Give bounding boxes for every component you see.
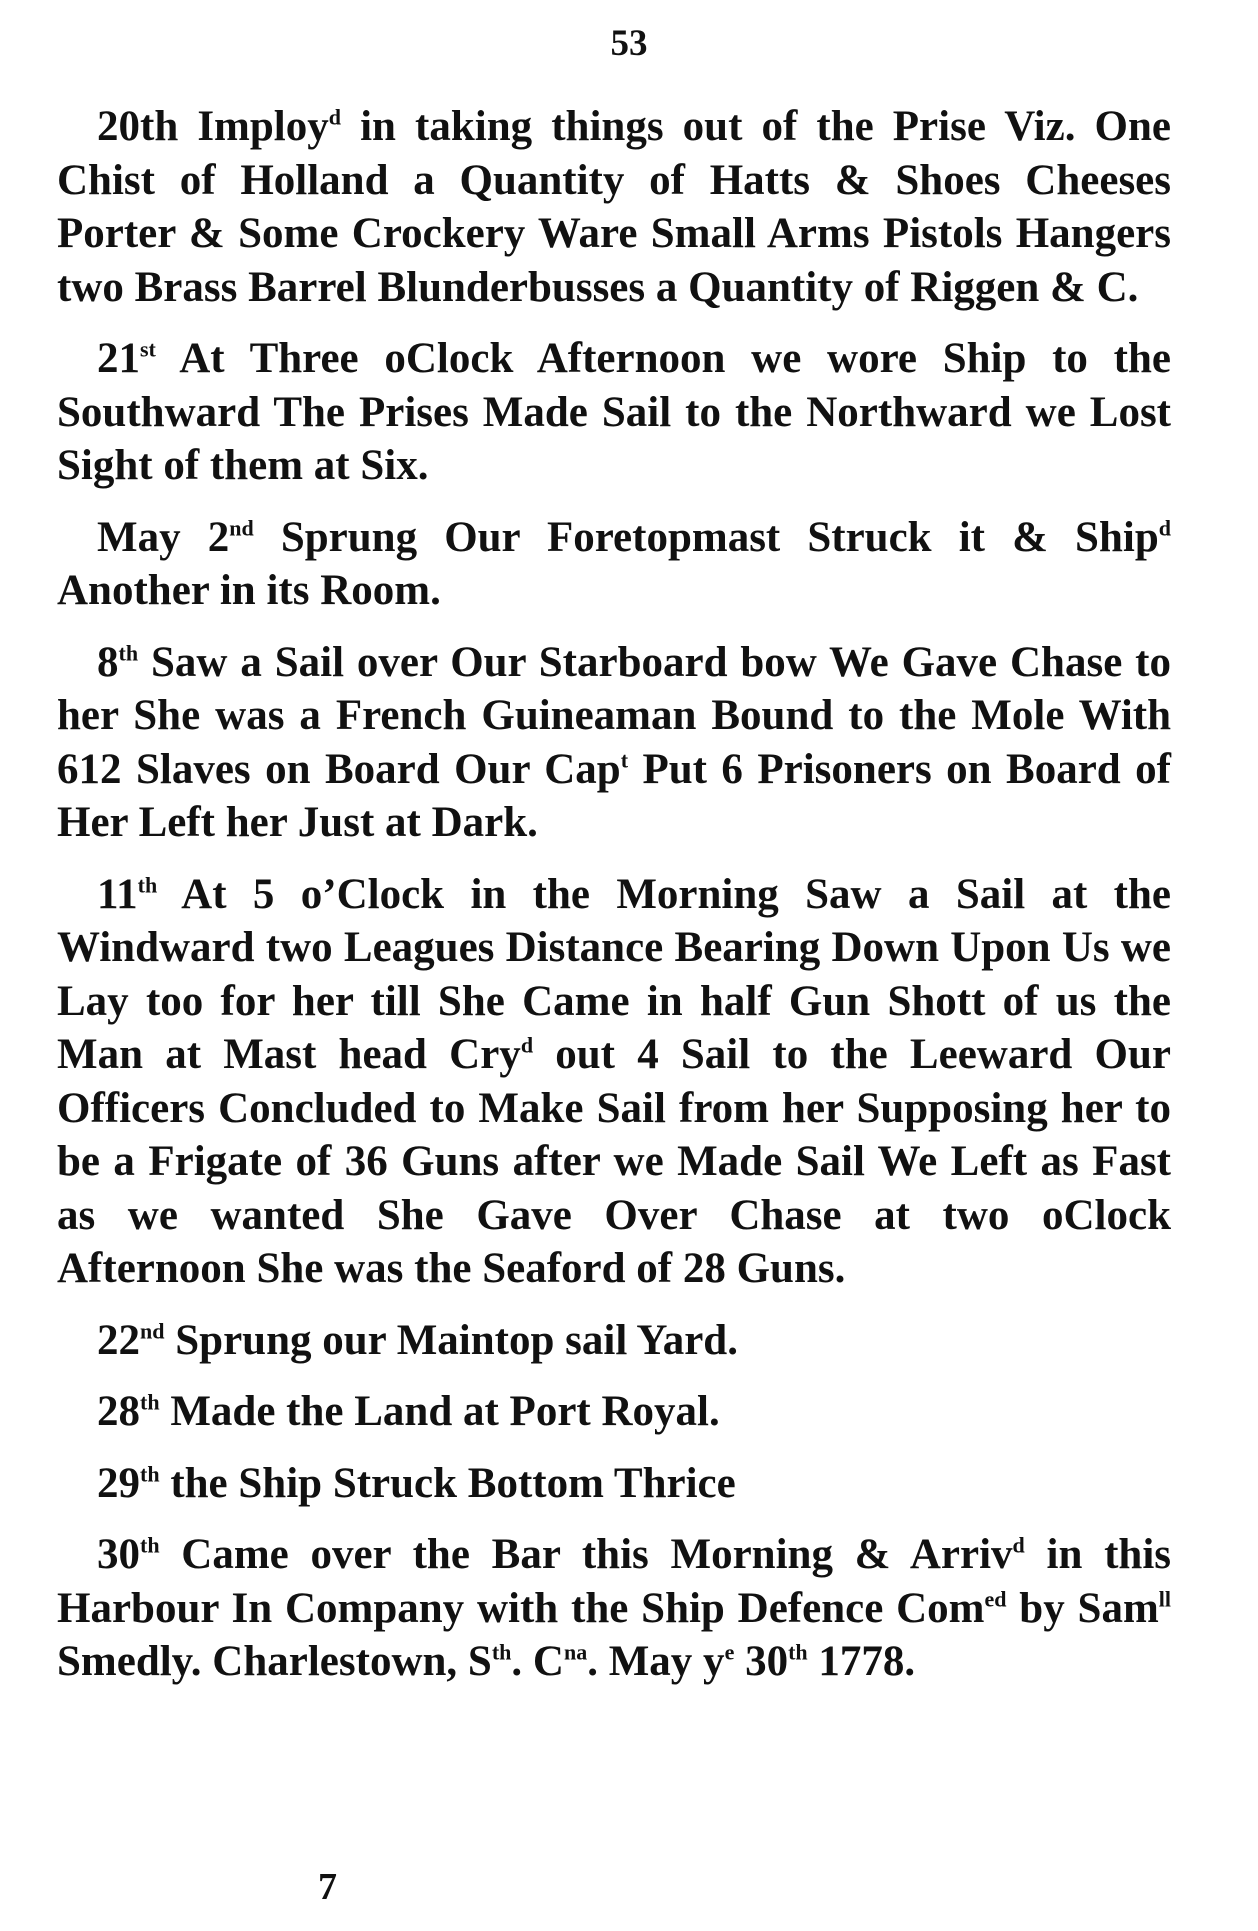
entry-text: 30: [97, 1531, 140, 1578]
journal-entry-e22: [57, 1314, 1171, 1368]
entry-text: 11: [97, 870, 138, 918]
page-number: 53: [610, 23, 648, 64]
superscript-abbreviation: t: [620, 747, 629, 773]
superscript-abbreviation: th: [137, 872, 158, 898]
entry-text: Came over the Bar this Morning & Arriv: [159, 1531, 1013, 1578]
journal-entry-e8: [57, 636, 1171, 850]
entry-text: by Sam: [1006, 1584, 1159, 1632]
entry-text: 20th Imploy: [97, 103, 329, 150]
journal-entry-e28: [57, 1385, 1171, 1439]
superscript-abbreviation: st: [140, 336, 156, 362]
entry-text: . C: [511, 1638, 564, 1685]
superscript-abbreviation: th: [788, 1639, 808, 1665]
superscript-abbreviation: th: [140, 1389, 160, 1415]
superscript-abbreviation: th: [140, 1532, 160, 1558]
journal-entry-e21: [57, 332, 1171, 493]
superscript-abbreviation: th: [118, 640, 139, 666]
superscript-abbreviation: na: [563, 1639, 588, 1665]
entry-text: 8: [97, 638, 119, 686]
signature-mark: 7: [318, 1866, 337, 1908]
superscript-abbreviation: d: [1012, 1532, 1025, 1558]
entry-text: Saw a Sail over Our Starboard bow We Gave Chase to her She was a French Guineaman Bound to the Mole With 612 Slaves on Board Our Cap: [57, 638, 1171, 793]
superscript-abbreviation: d: [1158, 515, 1171, 541]
entry-text: 28: [97, 1388, 140, 1435]
journal-entry-e20: [57, 100, 1171, 314]
entry-text: May 2: [97, 513, 230, 561]
entry-text: the Ship Struck Bottom Thrice: [159, 1459, 736, 1507]
entry-text: Put 6 Prisoners on Board of Her Left her Just at Dark.: [57, 745, 1171, 846]
entry-text: 22: [97, 1316, 140, 1364]
journal-entry-e30: [57, 1528, 1171, 1689]
journal-entry-may2: [57, 511, 1171, 618]
entry-text: 1778.: [807, 1638, 916, 1685]
superscript-abbreviation: e: [724, 1639, 735, 1665]
entry-text: in this Harbour In Company with the Ship Defence Com: [57, 1531, 1171, 1632]
entry-text: in taking things out of the Prise Viz. One Chist of Holland a Quantity of Hatts & Shoes Cheeses Porter & Some Crockery Ware Small Arms Pistols Hangers two Brass Barrel Blunderbusses a Quantity of Riggen & C.: [57, 103, 1172, 311]
superscript-abbreviation: ll: [1158, 1586, 1171, 1612]
entry-text: out 4 Sail to the Leeward Our Officers Concluded to Make Sail from her Supposing her to be a Frigate of 36 Guns after we Made Sail We Left as Fast as we wanted She Gave Over Chase at two oClock Afternoon She was the Seaford of 28 Guns.: [57, 1031, 1171, 1292]
superscript-abbreviation: th: [140, 1461, 160, 1487]
entry-text: Sprung our Maintop sail Yard.: [164, 1316, 738, 1364]
superscript-abbreviation: ed: [984, 1586, 1007, 1612]
entry-text: . May y: [587, 1638, 725, 1685]
entry-text: Another in its Room.: [57, 567, 441, 614]
superscript-abbreviation: d: [328, 104, 341, 130]
entry-text: Smedly. Charlestown, S: [57, 1638, 492, 1685]
entry-text: Sprung Our Foretopmast Struck it & Ship: [253, 513, 1159, 561]
entry-text: At Three oClock Afternoon we wore Ship to the Southward The Prises Made Sail to the Northward we Lost Sight of them at Six.: [57, 335, 1171, 489]
entry-text: 30: [734, 1638, 789, 1685]
entry-text: 29: [97, 1459, 140, 1507]
superscript-abbreviation: nd: [229, 515, 254, 541]
journal-entry-e29: [57, 1457, 1171, 1511]
entry-text: At 5 o’Clock in the Morning Saw a Sail at the Windward two Leagues Distance Bearing Down Upon Us we Lay too for her till She Came in half Gun Shott of us the Man at Mast head Cry: [57, 870, 1171, 1078]
entry-text: Made the Land at Port Royal.: [159, 1388, 720, 1435]
journal-entry-e11: [57, 868, 1171, 1296]
superscript-abbreviation: d: [520, 1032, 534, 1058]
entry-text: 21: [97, 335, 140, 382]
superscript-abbreviation: nd: [140, 1318, 165, 1344]
journal-text: [57, 100, 1171, 1707]
superscript-abbreviation: th: [491, 1639, 512, 1665]
